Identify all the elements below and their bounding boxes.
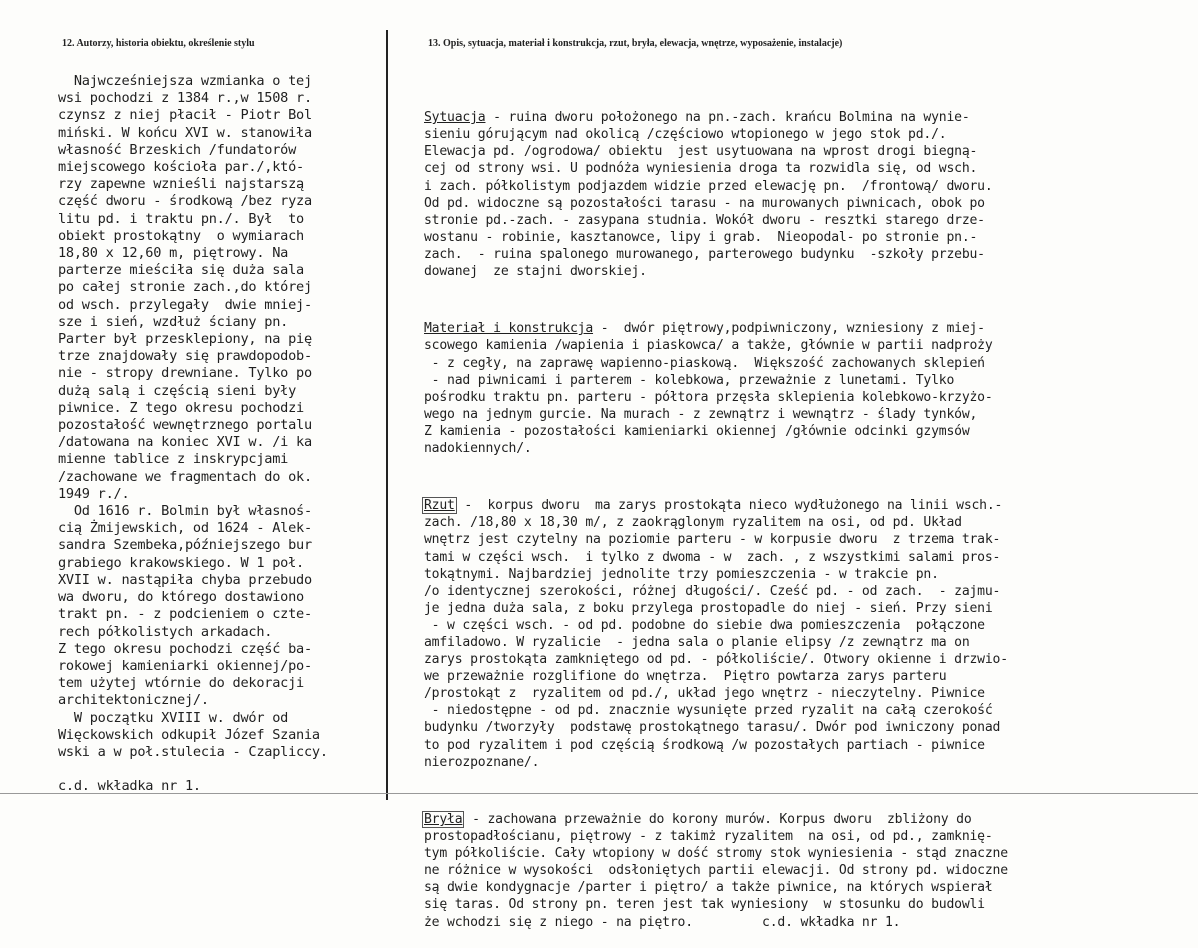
history-line: /zachowane we fragmentach do ok. [58,468,312,485]
rzut-line: - niedostępne - od pd. znacznie wysunięte przed ryzalit na całą czerokość [424,703,993,719]
history-line: Najwcześniejsza wzmianka o tej [58,73,312,89]
rzut-line: tokątnymi. Najbardziej jednolite trzy pomieszczenia - w trakcie pn. [424,566,939,582]
bryla-line: się taras. Od strony pn. teren jest tak wyniesiony w stosunku do budowli [424,897,985,913]
material-heading: Materiał i konstrukcja [424,321,594,337]
rzut-body [424,498,1008,769]
history-line: wa dworu, do którego dostawiono [58,589,304,606]
sytuacja-line: - ruina dworu położonego na pn.-zach. krańcu Bolmina na wynie- [485,110,970,126]
material-line: Z kamienia - pozostałości kamieniarki okiennej /głównie odcinki gzymsów [424,423,970,439]
history-line: wsi pochodzi z 1384 r.,w 1508 r. [58,90,312,107]
history-line: nie - stropy drewniane. Tylko po [58,365,312,382]
section-material [424,320,1184,457]
bryla-body [424,812,1008,930]
history-line: mienne tablice z inskrypcjami [58,451,289,468]
history-line: c.d. wkładka nr 1. [58,778,201,795]
history-line: /datowana na koniec XVI w. /i ka [58,434,312,451]
rzut-line: je jedna duża sala, z boku przylega prostopadle do niej - sień. Przy sieni [424,600,993,616]
material-body [424,321,993,456]
history-line: Parter był przesklepiony, na pię [58,331,312,348]
history-line: 18,80 x 12,60 m, piętrowy. Na [58,245,289,262]
material-line: nadokiennych/. [424,440,532,456]
sytuacja-line: dowanej ze stajni dworskiej. [424,264,647,280]
left-section-header: 12. Autorzy, historia obiektu, określenie stylu [62,38,255,49]
history-line: sze i sień, wzdłuż ściany pn. [58,313,289,330]
sytuacja-line: cej od strony wsi. U podnóża wyniesienia droga ta rozwidla się, od wsch. [424,161,978,177]
sytuacja-heading: Sytuacja [424,110,486,126]
rzut-line: - korpus dworu ma zarys prostokąta nieco wydłużonego na linii wsch.- [456,498,1003,514]
history-line: pozostałość wewnętrznego portalu [58,417,312,434]
history-line: wski a w poł.stulecia - Czapliccy. [58,743,328,760]
history-line: cią Żmijewskich, od 1624 - Alek- [58,520,312,537]
sytuacja-line: stronie pd.-zach. - zasypana studnia. Wokół dworu - resztki starego drze- [424,212,985,228]
history-line: architektonicznej/. [58,692,209,709]
history-line: część dworu - środkową /bez ryza [58,193,312,210]
rzut-line: budynku /tworzyły podstawę prostokątnego tarasu/. Dwór pod iwniczony ponad [424,720,1001,736]
rzut-line: tami w części wsch. i tylko z dwoma - w zach. , z wszystkimi salami pros- [424,549,1001,565]
rzut-line: amfiladowo. W ryzalicie - jedna sala o planie elipsy /z zewnątrz ma on [424,635,970,650]
history-line: miński. W końcu XVI w. stanowiła [58,124,312,141]
bryla-line: prostopadłościanu, piętrowy - z takimż ryzalitem na osi, od pd., zamknię- [424,829,993,845]
sytuacja-line: zach. - ruina spalonego murowanego, parterowego budynku -szkoły przebu- [424,246,985,262]
history-line: rzy zapewne wznieśli najstarszą [58,176,304,193]
bryla-line: ne różnice w wysokości odsłoniętych partii elewacji. Od strony pd. widoczne [424,863,1008,879]
bryla-heading: Bryła [424,811,463,827]
material-line: - z cegły, na zaprawę wapienno-piaskową. Większość zachowanych sklepień [424,355,985,371]
section-sytuacja [424,109,1184,280]
history-line [58,761,403,778]
history-line: Więckowskich odkupił Józef Szania [58,726,320,743]
rzut-line: - w części wsch. - od pd. podobne do siebie dwa pomieszczenia połączone [424,617,985,633]
history-line: 1949 r./. [58,485,130,502]
rzut-line: wnętrz jest czytelny na poziomie parteru - w korpusie dworu z trzema trak- [424,532,1001,548]
bryla-line: tym półkoliście. Cały wtopiony w dość stromy stok wyniesienia - stąd znaczne [424,846,1008,862]
sytuacja-line: wostanu - robinie, kasztanowce, lipy i grab. Nieopodal- po stronie pn.- [424,229,978,245]
rzut-heading: Rzut [424,498,455,514]
rzut-line: zach. /18,80 x 18,30 m/, z zaokrąglonym ryzalitem na osi, od pd. Układ [424,515,962,531]
history-line: miejscowego kościoła par./,któ- [58,159,304,176]
history-line: czynsz z niej płacił - Piotr Bol [58,107,312,124]
sytuacja-line: i zach. półkolistym podjazdem widzie przed elewację pn. /frontową/ dworu. [424,178,993,194]
history-line: Od 1616 r. Bolmin był własnoś- [58,503,312,520]
history-line: W początku XVIII w. dwór od [58,709,289,726]
rzut-line: to pod ryzalitem i pod częścią środkową /w pozostałych partiach - piwnice [424,737,985,753]
bryla-line: są dwie kondygnacje /parter i piętro/ a także piwnice, na których wspierał [424,880,993,896]
history-line: po całej stronie zach.,do której [58,279,312,296]
material-line: scowego kamienia /wapienia i piaskowca/ a także, głównie w partii nadproży [424,338,993,354]
history-line: tem użytej wtórnie do dekoracji [58,675,304,692]
history-line: własność Brzeskich /fundatorów [58,141,297,158]
rzut-line: /prostokąt z ryzalitem od pd./, układ jego wnętrz - nieczytelny. Piwnice [424,686,985,702]
description-column [424,75,1184,948]
history-line: obiekt prostokątny o wymiarach [58,227,304,244]
history-line: rokowej kamieniarki okiennej/po- [58,657,312,674]
section-rzut [424,497,1184,771]
right-section-header: 13. Opis, sytuacja, materiał i konstrukcja, rzut, bryła, elewacja, wnętrze, wyposażenie, instalacje) [428,38,843,49]
history-line: rech półkolistych arkadach. [58,623,273,640]
history-line: parterze mieściła się duża sala [58,262,304,279]
sytuacja-body [424,110,993,279]
rzut-line: we przeważnie rozglifione do wnętrza. Piętro powtarza zarys parteru [424,669,947,685]
sytuacja-line: Od pd. widoczne są pozostałości tarasu - na murowanych piwnicach, obok po [424,195,985,211]
material-line: - dwór piętrowy,podpiwniczony, wzniesiony z miej- [593,321,985,337]
sytuacja-line: Elewacja pd. /ogrodowa/ obiektu jest usytuowana na wprost drogi biegną- [424,144,978,160]
material-line: wego na jednym gurcie. Na murach - z zewnątrz i wewnątrz - ślady tynków, [424,406,978,422]
material-line: - nad piwnicami i parterem - kolebkowa, przeważnie z lunetami. Tylko [424,372,955,388]
section-bryla [424,811,1184,931]
rzut-line: /o identycznej szerokości, różnej długości/. Cześć pd. - od zach. - zajmu- [424,583,1001,599]
history-line: grabiego krakowskiego. W 1 poł. [58,554,304,571]
history-line: od wsch. przylegały dwie mniej- [58,296,312,313]
bryla-line: że wchodzi się z niego - na piętro. c.d. wkładka nr 1. [424,914,901,930]
sytuacja-line: sieniu górującym nad okolicą /częściowo wtopionego w jego stok pd./. [424,127,947,143]
rzut-line: nierozpoznane/. [424,754,540,770]
history-line: XVII w. nastąpiła chyba przebudo [58,571,312,588]
history-line: litu pd. i traktu pn./. Był to [58,210,304,227]
material-line: pośrodku traktu pn. parteru - półtora przęsła sklepienia kolebkowo-krzyżo- [424,389,993,405]
history-line: piwnice. Z tego okresu pochodzi [58,399,304,416]
bryla-line: - zachowana przeważnie do korony murów. Korpus dworu zbliżony do [464,811,972,827]
history-line: trze znajdowały się prawdopodob- [58,348,312,365]
history-line: sandra Szembeka,późniejszego bur [58,537,312,554]
history-line: Z tego okresu pochodzi część ba- [58,640,312,657]
history-line: trakt pn. - z podcieniem o czte- [58,606,312,623]
history-column [58,73,403,796]
history-line: dużą salą i częścią sieni były [58,382,297,399]
rzut-line: zarys prostokąta zamkniętego od pd. - półkoliście/. Otwory okienne i drzwio- [424,652,1008,668]
